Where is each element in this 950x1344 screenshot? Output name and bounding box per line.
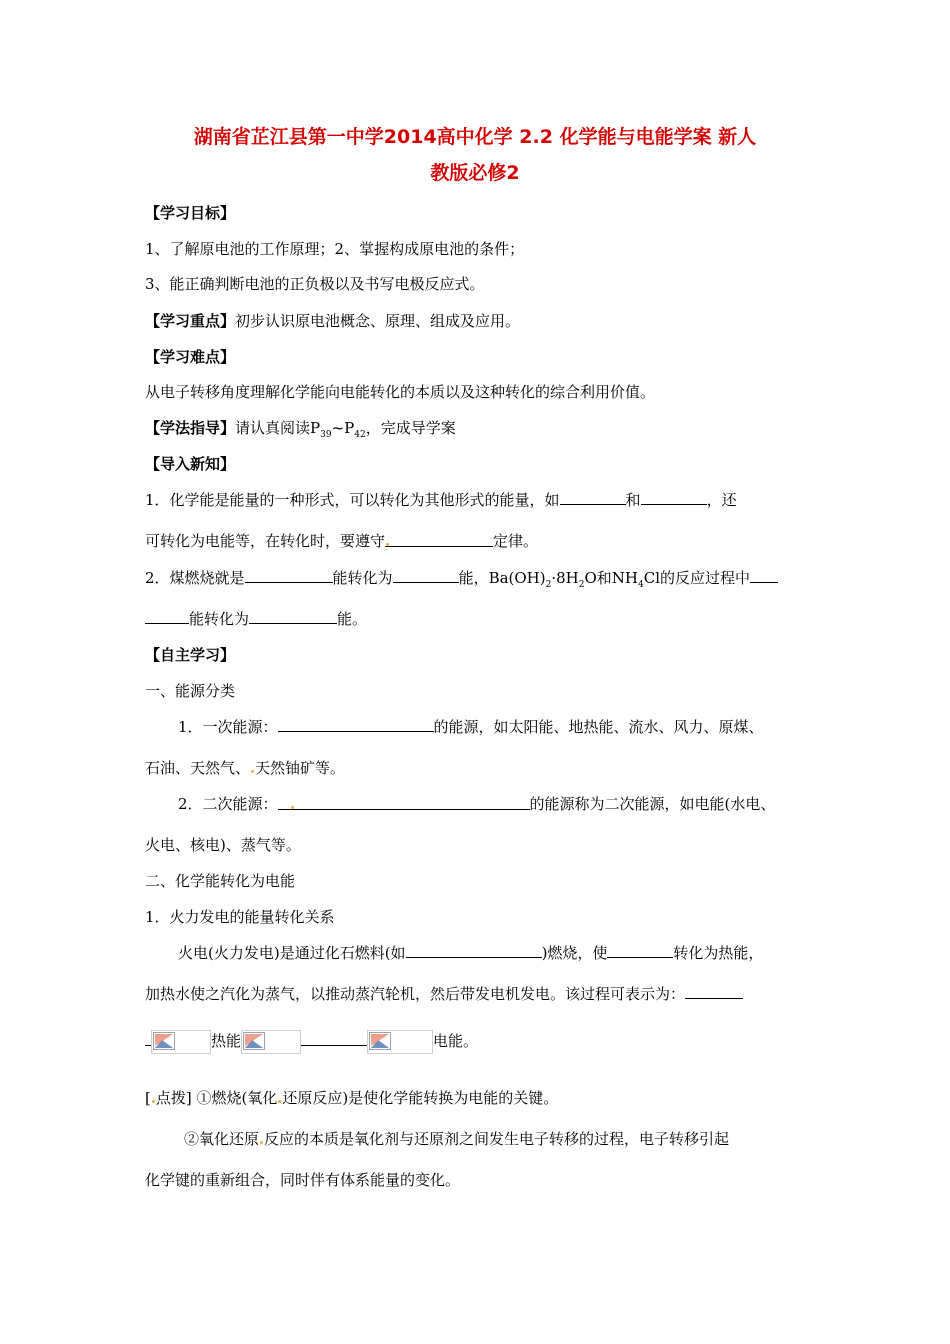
- intro-2c: 能，Ba(OH): [458, 569, 546, 587]
- tip-1b: 还原反应)是使化学能转换为电能的关键。: [282, 1089, 559, 1107]
- s1-2b: 的能源称为二次能源，如电能(水电、: [529, 795, 776, 813]
- blank-field[interactable]: [560, 490, 626, 505]
- method-heading: 【学法指导】: [145, 419, 236, 437]
- intro-2-line1: [145, 567, 778, 590]
- blank-field[interactable]: [145, 609, 189, 624]
- intro-1d: 可转化为电能等，在转化时，要遵守: [145, 532, 386, 550]
- blank-field[interactable]: [406, 943, 542, 958]
- tip-2a: ②氧化还原: [184, 1130, 260, 1148]
- broken-image-icon: [367, 1030, 433, 1054]
- s2-p2-text: 加热水使之汽化为蒸气，以推动蒸汽轮机，然后带发电机发电。该过程可表示为：: [145, 985, 686, 1003]
- method-sub-b: 42: [354, 430, 366, 440]
- s2-1: 1．火力发电的能量转化关系: [145, 908, 335, 926]
- tip-word: 点拨]: [155, 1089, 192, 1107]
- tip-1: [145, 1087, 558, 1108]
- intro-2h: 能。: [337, 610, 368, 628]
- blank-field[interactable]: [278, 795, 530, 810]
- method-text-a: 请认真阅读P: [235, 419, 321, 437]
- blank-field[interactable]: [393, 568, 459, 583]
- broken-image-icon: [151, 1030, 211, 1054]
- intro-2b: 能转化为: [332, 569, 393, 587]
- blank-field[interactable]: [245, 568, 333, 583]
- s2-p2: [145, 983, 743, 1004]
- intro-2-line2: [145, 608, 367, 629]
- difficulty-heading: 【学习难点】: [145, 348, 236, 366]
- blank-field[interactable]: [385, 532, 493, 547]
- s2-p1b: )燃烧，使: [541, 944, 608, 962]
- document-title-line2: 教版必修2: [430, 162, 520, 184]
- intro-1-line1: [145, 489, 737, 510]
- s1-2-line1: [178, 793, 775, 814]
- intro-2e: O和NH: [584, 569, 639, 587]
- marker-dot: [278, 1100, 281, 1103]
- intro-2-sub1: 2: [545, 580, 552, 590]
- blank-field[interactable]: [249, 609, 337, 624]
- focus-text: 初步认识原电池概念、原理、组成及应用。: [235, 312, 521, 330]
- broken-image-icon: [241, 1030, 301, 1054]
- s1-1d: 天然铀矿等。: [255, 759, 346, 777]
- document-title-line1: 湖南省芷江县第一中学2014高中化学 2.2 化学能与电能学案 新人: [193, 126, 757, 148]
- s1-1c: 石油、天然气、: [145, 759, 251, 777]
- method-text-b: ~P: [331, 419, 355, 437]
- marker-dot: [291, 806, 294, 809]
- blank-field[interactable]: [301, 1031, 367, 1046]
- intro-1c: ，还: [706, 491, 737, 509]
- method-row: [145, 417, 456, 440]
- s1-1-line2: [145, 757, 345, 778]
- blank-field[interactable]: [750, 568, 778, 583]
- intro-2d: ·8H: [551, 569, 579, 587]
- intro-1-line2: [145, 530, 538, 551]
- tip-2-line1: [184, 1128, 729, 1149]
- chain-elec: 电能。: [433, 1032, 479, 1050]
- tip-2b: 反应的本质是氧化剂与还原剂之间发生电子转移的过程，电子转移引起: [264, 1130, 730, 1148]
- intro-2f: Cl的反应过程中: [643, 569, 751, 587]
- blank-field[interactable]: [685, 984, 743, 999]
- section-2-title: 二、化学能转化为电能: [145, 872, 296, 890]
- marker-dot: [386, 543, 389, 546]
- s2-p1: [178, 942, 763, 963]
- intro-2a: 2．煤燃烧就是: [145, 569, 245, 587]
- method-sub-a: 39: [320, 430, 332, 440]
- intro-heading: 【导入新知】: [145, 455, 236, 473]
- self-study-heading: 【自主学习】: [145, 646, 236, 664]
- tip-1a: ①燃烧(氧化: [196, 1089, 278, 1107]
- intro-1e: 定律。: [493, 532, 539, 550]
- intro-1a: 1．化学能是能量的一种形式，可以转化为其他形式的能量，如: [145, 491, 560, 509]
- tip-label: [: [145, 1089, 151, 1107]
- intro-2g: 能转化为: [189, 610, 250, 628]
- marker-dot: [152, 1100, 155, 1103]
- section-1-title: 一、能源分类: [145, 682, 236, 700]
- method-text-c: ，完成导学案: [365, 419, 456, 437]
- s2-p1a: 火电(火力发电)是通过化石燃料(如: [178, 944, 406, 962]
- focus-row: [145, 310, 520, 331]
- goal-3: 3、能正确判断电池的正负极以及书写电极反应式。: [145, 275, 485, 293]
- goals-heading: 【学习目标】: [145, 204, 236, 222]
- intro-2-sub2: 2: [578, 580, 585, 590]
- intro-1b: 和: [625, 491, 641, 509]
- chain-heat: 热能: [211, 1032, 242, 1050]
- marker-dot: [251, 770, 254, 773]
- marker-dot: [260, 1141, 263, 1144]
- s1-1b: 的能源，如太阳能、地热能、流水、风力、原煤、: [433, 718, 764, 736]
- difficulty-text: 从电子转移角度理解化学能向电能转化的本质以及这种转化的综合利用价值。: [145, 383, 656, 401]
- s1-2a: 2．二次能源：: [178, 795, 278, 813]
- goal-1-2: 1、了解原电池的工作原理；2、掌握构成原电池的条件；: [145, 240, 525, 258]
- s1-1-line1: [178, 716, 764, 737]
- blank-field[interactable]: [278, 717, 434, 732]
- blank-field[interactable]: [607, 943, 673, 958]
- tip-2-line2: 化学键的重新组合，同时伴有体系能量的变化。: [145, 1171, 461, 1189]
- focus-heading: 【学习重点】: [145, 312, 236, 330]
- blank-field[interactable]: [641, 490, 707, 505]
- s2-p1c: 转化为热能，: [673, 944, 764, 962]
- s1-1a: 1．一次能源：: [178, 718, 278, 736]
- s1-2-line2: 火电、核电)、蒸气等。: [145, 836, 301, 854]
- intro-2-sub3: 4: [638, 580, 644, 590]
- energy-chain: [145, 1030, 478, 1054]
